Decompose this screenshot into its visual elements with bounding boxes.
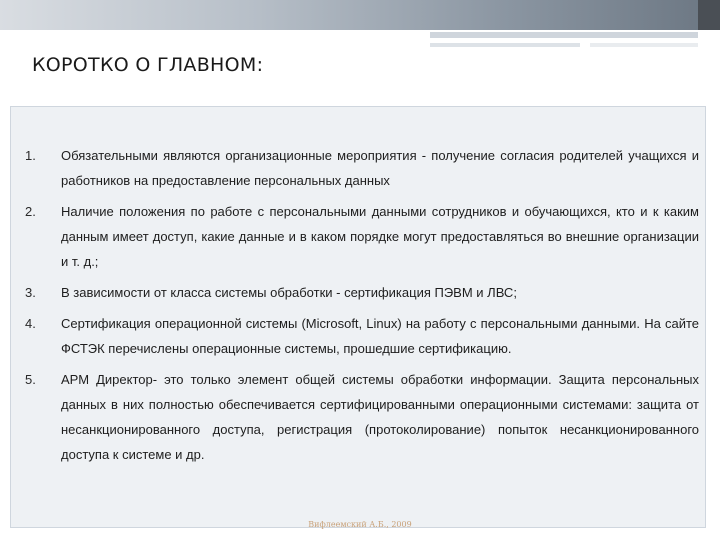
- list-item: [23, 367, 699, 467]
- item-text: Сертификация операционной системы (Microsoft, Linux) на работу с персональными данными. На сайте ФСТЭК перечислены операционные системы, прошедшие сертификацию.: [61, 316, 699, 356]
- item-text: АРМ Директор- это только элемент общей системы обработки информации. Защита персональных данных в них полностью обеспечивается сертифицированными операционными системами: защита от несанкционированного доступа, регистрация (протоколирование) попыток несанкционированного доступа к системе и др.: [61, 372, 699, 462]
- item-text: Обязательными являются организационные мероприятия - получение согласия родителей учащихся и работников на предоставление персональных данных: [61, 148, 699, 188]
- decorative-line: [430, 32, 698, 38]
- item-number: 2.: [25, 204, 36, 219]
- item-number: 1.: [25, 148, 36, 163]
- item-number: 4.: [25, 316, 36, 331]
- top-decorative-bar: [0, 0, 720, 30]
- content-panel: [10, 106, 706, 528]
- decorative-line: [430, 43, 580, 47]
- author-footer: Вифлеемский А.Б., 2009: [308, 520, 412, 529]
- list-item: [23, 280, 699, 305]
- slide-title: КОРОТКО О ГЛАВНОМ:: [32, 54, 264, 76]
- decorative-line: [590, 43, 698, 47]
- item-text: В зависимости от класса системы обработки - сертификация ПЭВМ и ЛВС;: [61, 285, 517, 300]
- item-number: 5.: [25, 372, 36, 387]
- list-item: [23, 199, 699, 274]
- item-text: Наличие положения по работе с персональными данными сотрудников и обучающихся, кто и к каким данным имеет доступ, какие данные и в каком порядке могут предоставляться во внешние организации и т. д.;: [61, 204, 699, 269]
- list-item: [23, 143, 699, 193]
- top-corner-block: [698, 0, 720, 30]
- item-number: 3.: [25, 285, 36, 300]
- list-item: [23, 311, 699, 361]
- key-points-list: [23, 143, 699, 473]
